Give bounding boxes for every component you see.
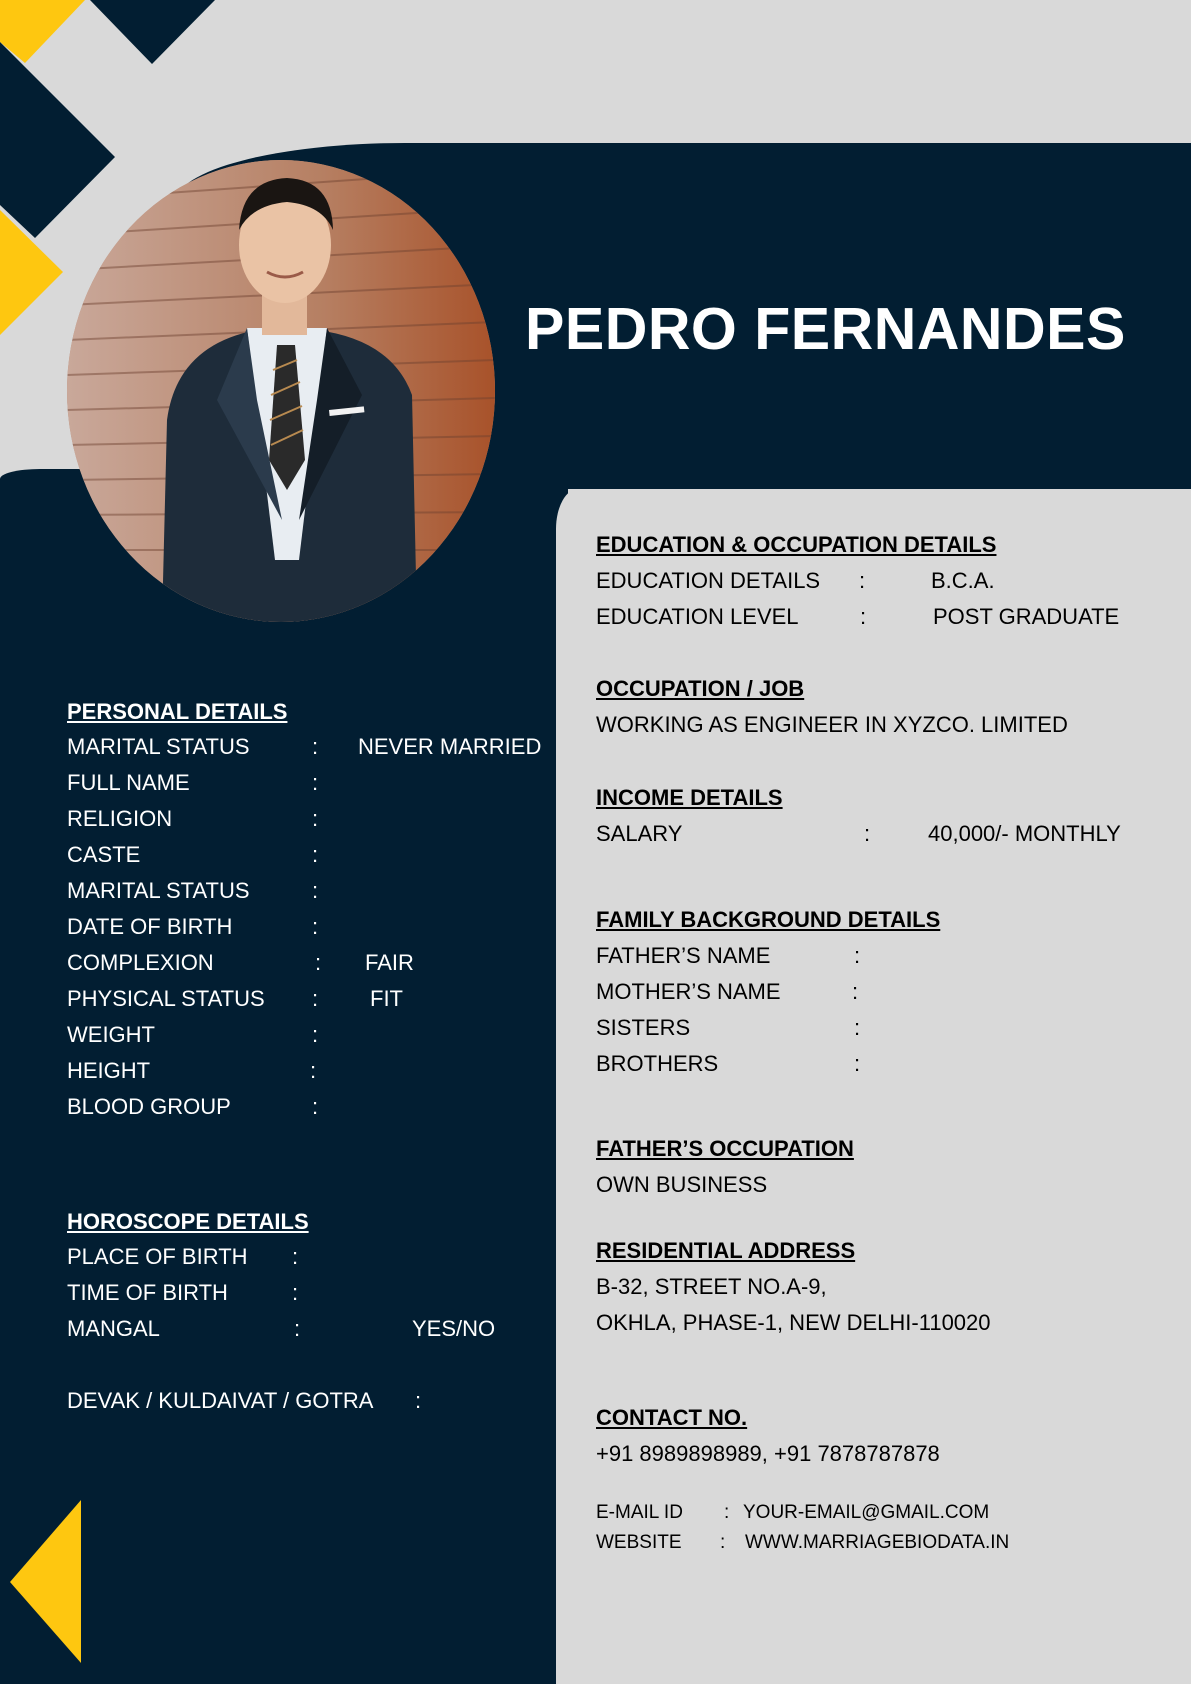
row-separator: :: [859, 568, 866, 593]
row-value: FIT: [370, 986, 403, 1011]
row-separator: :: [854, 1051, 861, 1076]
section-title-father-occupation: FATHER’S OCCUPATION: [596, 1136, 854, 1161]
row-label: DATE OF BIRTH: [67, 914, 233, 939]
horoscope-details-section: [67, 1205, 496, 1419]
row-separator: :: [312, 878, 319, 903]
detail-row-gotra: [67, 1383, 422, 1419]
row-separator: :: [854, 943, 861, 968]
row-separator: :: [312, 986, 319, 1011]
portrait-illustration: [67, 160, 495, 622]
row-label: MARITAL STATUS: [67, 878, 250, 903]
detail-row: [67, 873, 319, 909]
section-title-income: INCOME DETAILS: [596, 785, 783, 810]
detail-row: [67, 909, 319, 945]
row-separator: :: [312, 1022, 319, 1047]
website-row: [596, 1528, 1010, 1558]
row-label: FULL NAME: [67, 770, 190, 795]
detail-row: [67, 1275, 309, 1311]
row-label: SALARY: [596, 821, 683, 846]
section-title-family: FAMILY BACKGROUND DETAILS: [596, 907, 941, 932]
education-section: [596, 527, 1120, 635]
email-row: [596, 1498, 990, 1528]
section-title-contact: CONTACT NO.: [596, 1405, 748, 1430]
email-link[interactable]: YOUR-EMAIL@GMAIL.COM: [743, 1502, 990, 1523]
row-separator: :: [312, 1094, 319, 1119]
row-value: 40,000/- MONTHLY: [928, 821, 1121, 846]
occupation-text: WORKING AS ENGINEER IN XYZCO. LIMITED: [596, 712, 1068, 737]
detail-row: [596, 599, 1120, 635]
detail-row: [67, 729, 542, 765]
yellow-corner-triangle: [0, 0, 85, 63]
profile-photo: [67, 160, 495, 622]
phone-numbers: +91 8989898989, +91 7878787878: [596, 1441, 940, 1466]
row-label: EDUCATION DETAILS: [596, 568, 821, 593]
row-label: SISTERS: [596, 1015, 691, 1040]
row-label: WEIGHT: [67, 1022, 155, 1047]
row-label: BROTHERS: [596, 1051, 719, 1076]
row-value: FAIR: [365, 950, 414, 975]
row-separator: :: [860, 604, 867, 629]
row-separator: :: [312, 806, 319, 831]
row-label: MANGAL: [67, 1316, 160, 1341]
detail-row: [596, 974, 940, 1010]
section-title-personal: PERSONAL DETAILS: [67, 699, 288, 724]
row-separator: :: [292, 1244, 299, 1269]
detail-row: [67, 1311, 496, 1347]
section-title-horoscope: HOROSCOPE DETAILS: [67, 1209, 309, 1234]
row-label: PHYSICAL STATUS: [67, 986, 265, 1011]
address-section: [596, 1233, 991, 1341]
email-separator: :: [724, 1502, 730, 1523]
website-label: WEBSITE: [596, 1532, 682, 1553]
detail-row: [67, 1017, 319, 1053]
father-occupation-text: OWN BUSINESS: [596, 1172, 768, 1197]
father-occupation-section: [596, 1131, 854, 1203]
section-title-occupation: OCCUPATION / JOB: [596, 676, 805, 701]
detail-row: [67, 1239, 309, 1275]
row-separator: :: [864, 821, 871, 846]
detail-row: [67, 1089, 319, 1125]
candidate-name: PEDRO FERNANDES: [525, 296, 1126, 362]
family-section: [596, 902, 940, 1082]
row-label: TIME OF BIRTH: [67, 1280, 228, 1305]
email-label: E-MAIL ID: [596, 1502, 683, 1523]
row-separator: :: [312, 770, 319, 795]
detail-row: [596, 938, 940, 974]
detail-row: [67, 981, 403, 1017]
detail-row: [67, 765, 319, 801]
occupation-section: [596, 671, 1068, 743]
website-separator: :: [720, 1532, 726, 1553]
section-title-address: RESIDENTIAL ADDRESS: [596, 1238, 856, 1263]
website-link[interactable]: WWW.MARRIAGEBIODATA.IN: [745, 1532, 1010, 1553]
address-line-2: OKHLA, PHASE-1, NEW DELHI-110020: [596, 1310, 991, 1335]
row-separator: :: [312, 842, 319, 867]
detail-row: [67, 801, 319, 837]
row-label: EDUCATION LEVEL: [596, 604, 799, 629]
row-value: B.C.A.: [931, 568, 995, 593]
navy-top-triangle: [90, 0, 215, 64]
row-label: CASTE: [67, 842, 141, 867]
row-label: DEVAK / KULDAIVAT / GOTRA: [67, 1388, 374, 1413]
row-separator: :: [415, 1388, 422, 1413]
row-label: MARITAL STATUS: [67, 734, 250, 759]
row-separator: :: [315, 950, 322, 975]
row-separator: :: [310, 1058, 317, 1083]
row-separator: :: [854, 1015, 861, 1040]
detail-row: [596, 563, 996, 599]
row-label: FATHER’S NAME: [596, 943, 771, 968]
row-separator: :: [292, 1280, 299, 1305]
detail-row: [67, 945, 414, 981]
address-line-1: B-32, STREET NO.A-9,: [596, 1274, 827, 1299]
row-value: YES/NO: [412, 1316, 496, 1341]
navy-diamond: [0, 42, 115, 238]
contact-section: [596, 1400, 1010, 1558]
row-label: MOTHER’S NAME: [596, 979, 781, 1004]
row-separator: :: [312, 734, 319, 759]
row-label: HEIGHT: [67, 1058, 151, 1083]
detail-row: [596, 1046, 940, 1082]
row-label: RELIGION: [67, 806, 173, 831]
income-section: [596, 780, 1121, 852]
row-value: POST GRADUATE: [933, 604, 1120, 629]
row-separator: :: [852, 979, 859, 1004]
yellow-bottom-triangle: [0, 1490, 100, 1680]
row-separator: :: [294, 1316, 301, 1341]
personal-details-section: [67, 695, 542, 1125]
detail-row: [67, 1053, 317, 1089]
section-title-education: EDUCATION & OCCUPATION DETAILS: [596, 532, 997, 557]
detail-row: [596, 816, 1121, 852]
detail-row: [67, 837, 319, 873]
row-label: COMPLEXION: [67, 950, 214, 975]
row-value: NEVER MARRIED: [358, 734, 542, 759]
row-label: PLACE OF BIRTH: [67, 1244, 248, 1269]
detail-row: [596, 1010, 940, 1046]
row-separator: :: [312, 914, 319, 939]
row-label: BLOOD GROUP: [67, 1094, 231, 1119]
